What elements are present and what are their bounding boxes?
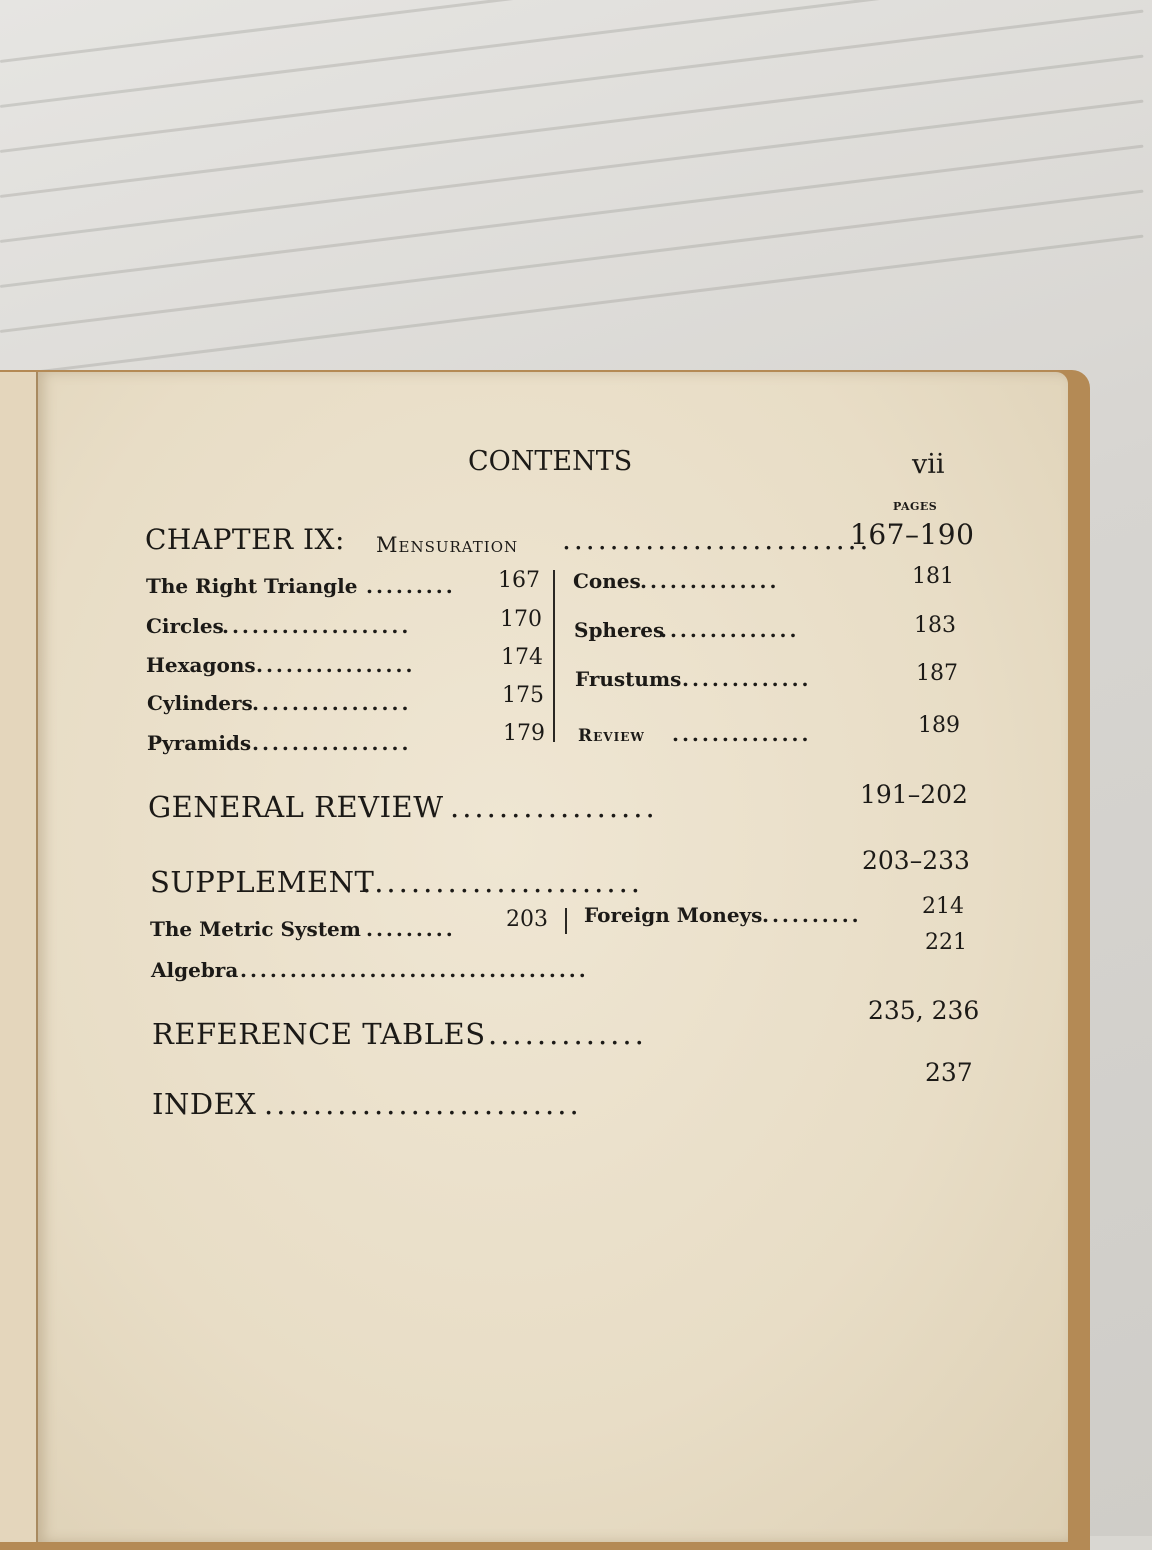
leader-dots: ..............: [672, 722, 812, 746]
entry-pages: 237: [925, 1058, 973, 1087]
leader-dots: ...................................: [240, 958, 589, 982]
running-head: CONTENTS: [468, 446, 633, 477]
leader-dots: ..........: [762, 903, 862, 927]
entry-page: 181: [912, 564, 954, 589]
entry-title: SUPPLEMENT: [150, 865, 375, 899]
entry-pages: 191–202: [860, 780, 968, 809]
entry-title: Cylinders: [147, 691, 253, 715]
leader-dots: ..........................: [562, 523, 872, 556]
entry-page: 175: [502, 683, 544, 708]
entry-page: 187: [916, 661, 958, 686]
entry-page: 183: [914, 613, 956, 638]
entry-title: Cones: [573, 569, 641, 593]
column-divider: [553, 570, 555, 742]
entry-page: 174: [501, 645, 543, 670]
leader-dots: ..........................: [264, 1087, 582, 1121]
entry-title: Circles: [146, 614, 224, 638]
leader-dots: ................: [252, 691, 412, 715]
entry-page: 179: [503, 721, 545, 746]
entry-pages: 203–233: [862, 846, 970, 875]
leader-dots: ..............: [640, 569, 780, 593]
entry-page: 221: [925, 930, 967, 955]
entry-page: 170: [500, 607, 542, 632]
entry-title: Review: [578, 726, 645, 746]
leader-dots: .............: [682, 667, 812, 691]
leader-dots: ..............: [660, 618, 800, 642]
page-folio: vii: [912, 449, 945, 480]
entry-title: The Metric System: [150, 917, 361, 941]
left-page-edge: [0, 372, 38, 1542]
leader-dots: ...................: [222, 614, 412, 638]
entry-title: Pyramids: [147, 731, 252, 755]
entry-title: The Right Triangle: [146, 574, 358, 598]
chapter-title: Mensuration: [376, 533, 519, 557]
entry-title: Spheres: [574, 618, 665, 642]
entry-title: REFERENCE TABLES: [152, 1017, 486, 1051]
leader-dots: .................: [450, 790, 658, 824]
entry-page: 167: [498, 568, 540, 593]
entry-title: INDEX: [152, 1087, 257, 1121]
leader-dots: ................: [256, 653, 416, 677]
chapter-pages: 167–190: [850, 518, 975, 551]
entry-page: 189: [918, 713, 960, 738]
entry-title: Hexagons: [146, 653, 256, 677]
entry-title: Foreign Moneys: [584, 903, 763, 927]
leader-dots: .........: [366, 574, 456, 598]
entry-title: Frustums: [575, 667, 682, 691]
pages-column-label: PAGES: [893, 500, 938, 513]
leader-dots: .........: [366, 917, 456, 941]
entry-page: 214: [922, 894, 964, 919]
entry-title: Algebra: [151, 958, 239, 982]
leader-dots: ................: [252, 731, 412, 755]
entry-page: 203: [506, 907, 548, 932]
chapter-label: CHAPTER IX:: [145, 523, 345, 556]
entry-title: GENERAL REVIEW: [148, 790, 444, 824]
entry-pages: 235, 236: [868, 996, 980, 1025]
leader-dots: .............: [488, 1017, 647, 1051]
column-divider: [565, 908, 567, 934]
leader-dots: .......................: [362, 865, 644, 899]
